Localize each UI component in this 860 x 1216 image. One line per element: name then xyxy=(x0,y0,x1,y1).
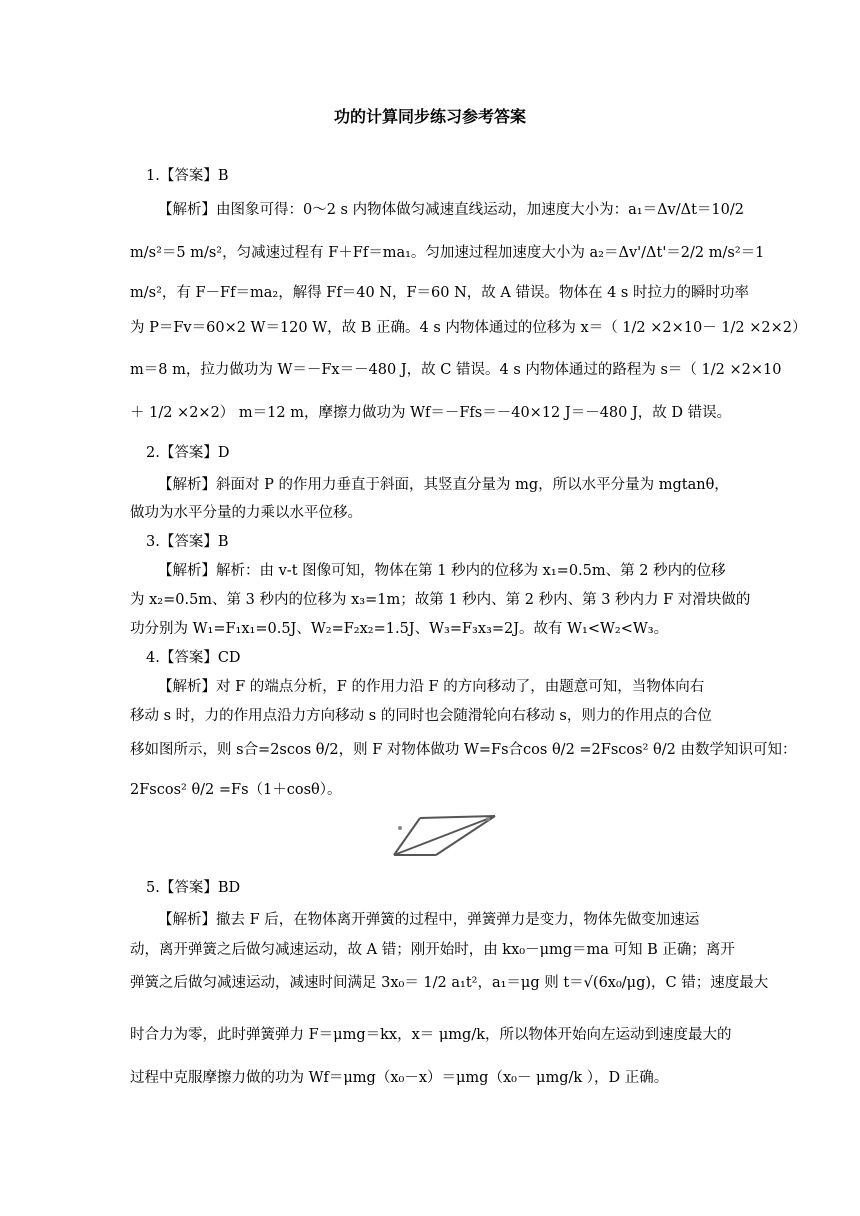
explanation-line: 移如图所示，则 s合=2scos θ/2，则 F 对物体做功 W=Fs合cos θ/2 =2Fscos² θ/2 由数学知识可知： xyxy=(130,742,797,758)
explanation-line: 时合力为零，此时弹簧弹力 F＝μmg＝kx，x＝ μmg/k，所以物体开始向左运动到速度最大的 xyxy=(130,1027,732,1043)
displacement-figure xyxy=(380,810,515,860)
figure-mark xyxy=(398,826,402,830)
answer-3: 3.【答案】B xyxy=(146,534,229,550)
answer-4: 4.【答案】CD xyxy=(146,650,241,666)
explanation-line: 2Fscos² θ/2 =Fs（1＋cosθ）。 xyxy=(130,782,342,798)
explanation-line: 过程中克服摩擦力做的功为 Wf＝μmg（x₀－x）＝μmg（x₀－ μmg/k ），D 正确。 xyxy=(130,1070,669,1086)
explanation-line: 移动 s 时，力的作用点沿力方向移动 s 的同时也会随滑轮向右移动 s，则力的作用点的合位 xyxy=(130,708,712,724)
answer-5: 5.【答案】BD xyxy=(146,880,241,896)
explanation-line: 弹簧之后做匀减速运动，减速时间满足 3x₀＝ 1/2 a₁t²，a₁＝μg 则 t＝√(6x₀/μg)，C 错；速度最大 xyxy=(130,975,769,991)
answer-1: 1.【答案】B xyxy=(146,168,229,184)
explanation-line: 【解析】由图象可得：0～2 s 内物体做匀减速直线运动，加速度大小为：a₁＝Δv/Δt＝10/2 xyxy=(158,202,744,218)
explanation-line: 【解析】撤去 F 后，在物体离开弹簧的过程中，弹簧弹力是变力，物体先做变加速运 xyxy=(158,912,700,928)
explanation-line: 功分别为 W₁=F₁x₁=0.5J、W₂=F₂x₂=1.5J、W₃=F₃x₃=2J。故有 W₁<W₂<W₃。 xyxy=(130,621,669,637)
explanation-line: 【解析】对 F 的端点分析，F 的作用力沿 F 的方向移动了，由题意可知，当物体向右 xyxy=(158,679,705,695)
explanation-line: ＋ 1/2 ×2×2） m＝12 m，摩擦力做功为 Wf＝－Ffs＝－40×12 J＝－480 J，故 D 错误。 xyxy=(130,405,732,421)
figure-mark xyxy=(486,817,490,821)
figure-top-line xyxy=(420,816,495,818)
page-title: 功的计算同步练习参考答案 xyxy=(333,107,526,126)
explanation-line: 做功为水平分量的力乘以水平位移。 xyxy=(130,505,362,521)
explanation-line: 为 P＝Fv＝60×2 W＝120 W，故 B 正确。4 s 内物体通过的位移为 x＝（ 1/2 ×2×10－ 1/2 ×2×2） xyxy=(130,320,807,336)
explanation-line: 【解析】解析：由 v-t 图像可知，物体在第 1 秒内的位移为 x₁=0.5m、第 2 秒内的位移 xyxy=(158,563,726,579)
explanation-line: m＝8 m，拉力做功为 W＝－Fx＝－480 J，故 C 错误。4 s 内物体通过的路程为 s＝（ 1/2 ×2×10 xyxy=(130,362,782,378)
answer-2: 2.【答案】D xyxy=(146,445,230,461)
explanation-line: 为 x₂=0.5m、第 3 秒内的位移为 x₃=1m；故第 1 秒内、第 2 秒内、第 3 秒内力 F 对滑块做的 xyxy=(130,592,751,608)
explanation-line: m/s²，有 F－Ff＝ma₂，解得 Ff＝40 N，F＝60 N，故 A 错误。物体在 4 s 时拉力的瞬时功率 xyxy=(130,285,749,301)
explanation-line: m/s²＝5 m/s²，匀减速过程有 F＋Ff＝ma₁。匀加速过程加速度大小为 a₂＝Δv'/Δt'＝2/2 m/s²＝1 xyxy=(130,245,765,261)
explanation-line: 【解析】斜面对 P 的作用力垂直于斜面，其竖直分量为 mg，所以水平分量为 mgtanθ， xyxy=(158,477,729,493)
explanation-line: 动，离开弹簧之后做匀减速运动，故 A 错；刚开始时，由 kx₀－μmg＝ma 可知 B 正确；离开 xyxy=(130,942,735,958)
